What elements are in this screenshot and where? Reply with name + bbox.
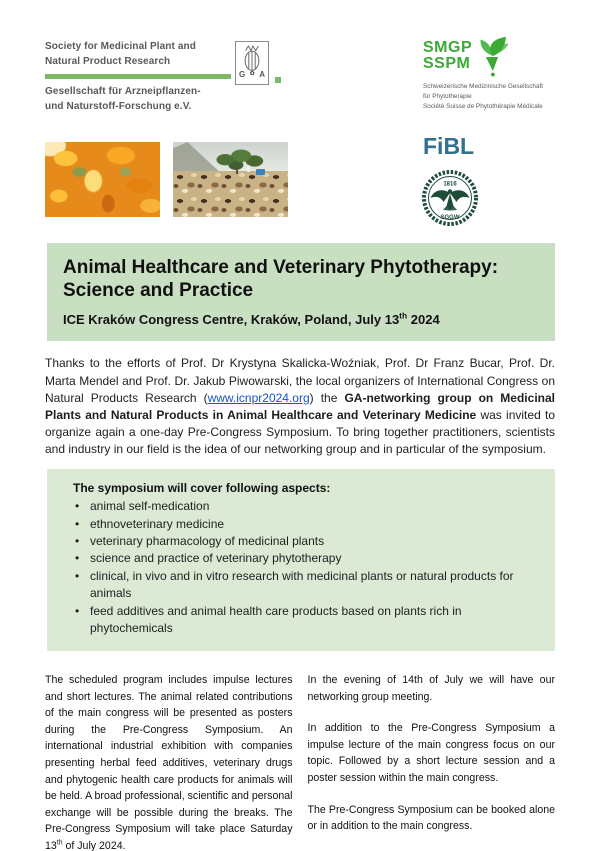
aspect-item: • animal self-medication [73,498,533,515]
smgp-abbr [423,40,472,72]
ga-emblem-letter-a: A [259,70,265,79]
smgp-abbr-line1: SMGP [423,39,473,56]
aspects-box [47,469,555,651]
ga-emblem-letters [236,70,268,79]
smgp-subtitle-line1: Schweizerische Medizinische Gesellschaft [423,83,544,90]
ga-logo-text-line3: Gesellschaft für Arzneipflanzen- [45,86,201,97]
header-logo-region [45,40,555,230]
sggw-year-text: 1816 [443,181,457,188]
sggw-seal-logo [421,169,555,232]
right-column-paragraph-3: The Pre-Congress Symposium can be booked alone or in addition to the main congress. [307,803,555,833]
goat-herd-photo [173,142,288,217]
smgp-leaf-icon [474,36,510,78]
photo-tree-trunk [236,166,238,174]
ga-emblem-letter-g: G [239,70,246,79]
left-column-paragraph [45,672,293,851]
intro-text-3: was invited to organize again a one-day Pre-Congress Symposium. To bring together practitioners, scientists and industry in our field is the idea of our networking group and in particular of the symposium. [45,407,555,457]
aspect-item: • veterinary pharmacology of medicinal plants [73,533,533,550]
smgp-abbr-line2: SSPM [423,55,471,72]
aspect-item: • feed additives and animal health care products based on plants rich in phytochemicals [73,603,533,638]
intro-bold-group-name: GA-networking group on Medicinal Plants and Natural Products in Animal Healthcare and Veterinary Medicine [45,390,555,422]
flower-icon: ✿ [249,71,255,77]
ga-society-logo [45,40,325,120]
photo-goat-field [173,171,288,218]
fibl-logo: FiBL [423,132,475,159]
right-column [308,672,556,851]
intro-text-2: ) the [309,390,345,405]
intro-paragraph [45,355,555,458]
ga-green-bar [45,74,231,79]
aspects-heading: The symposium will cover following aspects: [73,481,331,496]
header-left [45,40,380,217]
subtitle-year: 2024 [407,312,440,328]
left-column [45,672,293,851]
subtitle-ordinal: th [399,311,408,322]
aspect-item: • ethnoveterinary medicine [73,516,533,533]
event-location-date [63,312,539,327]
right-column-paragraph-1: In the evening of 14th of July we will have our networking group meeting. [307,674,555,703]
calendula-flowers-photo [45,142,160,217]
header-right [423,40,555,232]
left-col-text: The scheduled program includes impulse lectures and short lectures. The animal related contributions of the main congress will be presented as posters during the Pre-Congress Symposium. An international industrial exhibition with companies presenting herbal feed additives, veterinary drugs and phytogenic health care products for animals will be held. A broad professional, scientific and personal exchange will be possible during the breaks. The Pre-Congress Symposium will take place Saturday 13 [45,674,293,851]
ga-green-square [275,77,281,83]
smgp-subtitle-line3: Société Suisse de Phytothérapie Médicale [423,102,543,110]
subtitle-text: ICE Kraków Congress Centre, Kraków, Poland, July 13 [63,312,400,328]
ga-poppy-capsule-icon [235,41,269,85]
intro-text-1: Thanks to the efforts of Prof. Dr Krystyna Skalicka-Woźniak, Prof. Dr Franz Bucar, Prof. Dr. Marta Mendel and Prof. Dr. Jakub Piwowarski, the local organizers of International Congress on Natural Products Research ( [45,356,555,405]
smgp-subtitle-line2: für Phytotherapie [423,92,472,100]
photo-herder [247,165,250,172]
page-title: Animal Healthcare and Veterinary Phytotherapy: Science and Practice [63,257,499,302]
aspect-item: • clinical, in vivo and in vitro research with medicinal plants or natural products for animals [73,568,533,603]
photo-row [45,142,380,217]
smgp-logo [423,40,555,78]
smgp-subtitle [423,82,555,112]
photo-blue-tarp [256,169,265,175]
title-band [47,243,555,341]
ga-logo-text-line4: und Naturstoff-Forschung e.V. [45,100,192,112]
ga-logo-text-line2: Natural Product Research [45,55,171,67]
right-column-paragraph-2: In addition to the Pre-Congress Symposium a impulse lecture of the main congress focus on our topic. Followed by a short lecture session and a poster session within the main congress. [307,722,555,784]
left-col-ordinal: th [56,839,63,847]
aspects-list [73,498,533,637]
left-col-text-end: of July 2024. [62,839,126,851]
ga-logo-text-line1: Society for Medicinal Plant and [45,41,196,52]
aspect-item: • science and practice of veterinary phytotherapy [73,550,533,567]
sggw-abbr-text: SGGW [440,214,460,221]
bottom-columns [45,672,555,851]
icnpr-link[interactable]: www.icnpr2024.org [207,390,310,405]
